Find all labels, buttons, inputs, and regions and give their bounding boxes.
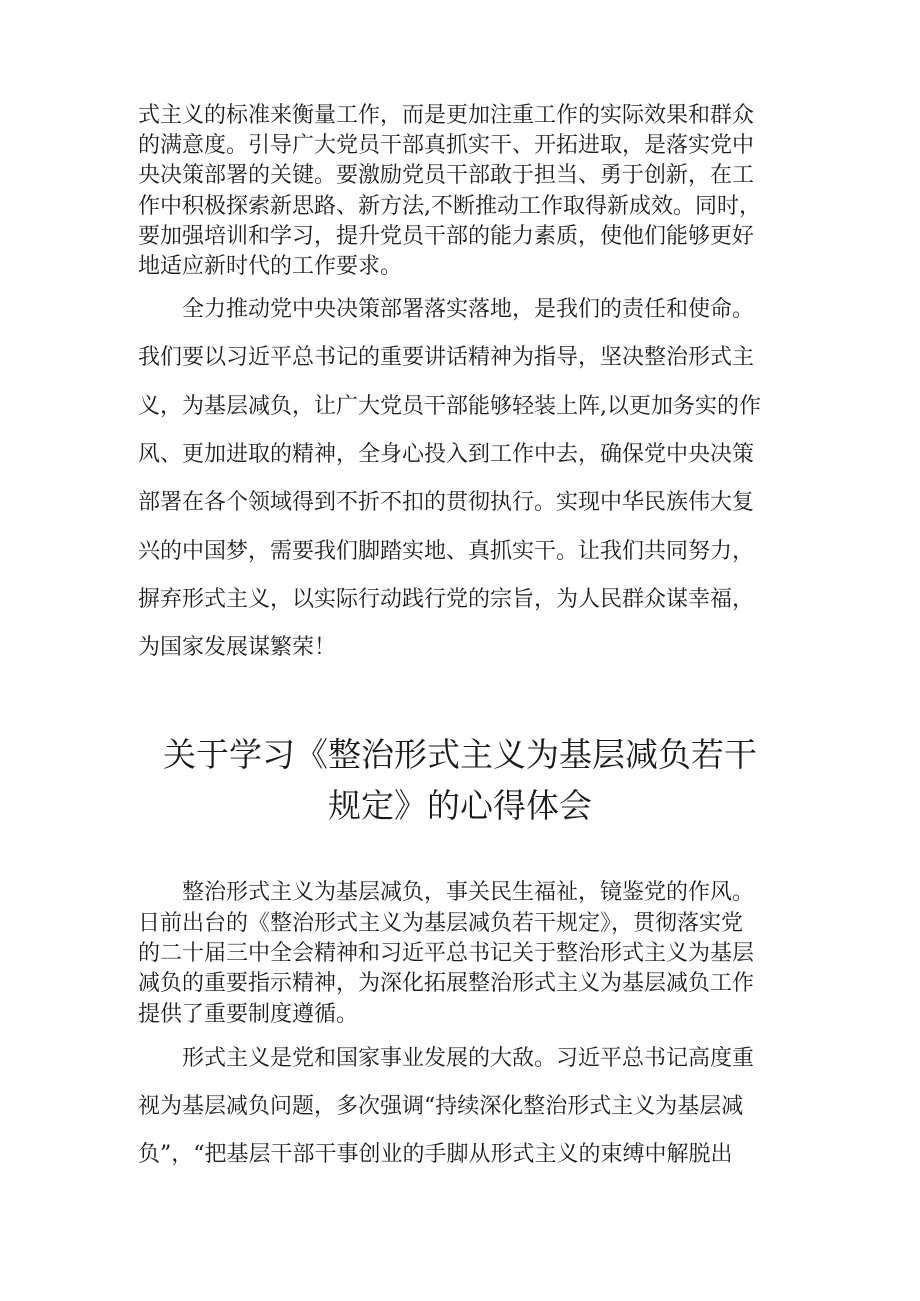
text-line: 视为基层减负问题，多次强调“持续深化整治形式主义为基层减 <box>138 1094 744 1119</box>
text-line: 日前出台的《整治形式主义为基层减负若干规定》，贯彻落实党 <box>138 911 744 936</box>
text-line: 负”，“把基层干部干事创业的手脚从形式主义的束缚中解脱出 <box>138 1142 733 1167</box>
text-line: 我们要以习近平总书记的重要讲话精神为指导，坚决整治形式主 <box>138 345 755 370</box>
text-line: 要加强培训和学习，提升党员干部的能力素质，使他们能够更好 <box>138 224 755 249</box>
text-line: 地适应新时代的工作要求。 <box>138 254 403 279</box>
text-line: 义，为基层减负，让广大党员干部能够轻装上阵,以更加务实的作 <box>138 394 761 419</box>
text-line: 作中积极探索新思路、新方法,不断推动工作取得新成效。同时， <box>138 194 761 219</box>
text-line: 风、更加进取的精神，全身心投入到工作中去，确保党中央决策 <box>138 442 755 467</box>
text-line: 形式主义是党和国家事业发展的大敌。习近平总书记高度重 <box>138 1046 755 1071</box>
text-line: 为国家发展谋繁荣！ <box>138 635 337 660</box>
text-line: 式主义的标准来衡量工作，而是更加注重工作的实际效果和群众 <box>138 103 755 128</box>
title-line: 规定》的心得体会 <box>328 786 592 825</box>
text-line: 的满意度。引导广大党员干部真抓实干、开拓进取，是落实党中 <box>138 133 755 158</box>
text-line: 减负的重要指示精神，为深化拓展整治形式主义为基层减负工作 <box>138 971 755 996</box>
title-line: 关于学习《整治形式主义为基层减负若干 <box>163 735 757 774</box>
text-line: 部署在各个领域得到不折不扣的贯彻执行。实现中华民族伟大复 <box>138 490 755 515</box>
text-line: 提供了重要制度遵循。 <box>138 1002 359 1027</box>
text-line: 摒弃形式主义，以实际行动践行党的宗旨，为人民群众谋幸福， <box>138 587 755 612</box>
text-line: 整治形式主义为基层减负，事关民生福祉，镜鉴党的作风。 <box>138 880 755 905</box>
text-line: 兴的中国梦，需要我们脚踏实地、真抓实干。让我们共同努力， <box>138 539 755 564</box>
text-line: 的二十届三中全会精神和习近平总书记关于整治形式主义为基层 <box>138 941 755 966</box>
text-line: 全力推动党中央决策部署落实落地，是我们的责任和使命。 <box>138 297 755 322</box>
text-line: 央决策部署的关键。要激励党员干部敢于担当、勇于创新，在工 <box>138 163 755 188</box>
